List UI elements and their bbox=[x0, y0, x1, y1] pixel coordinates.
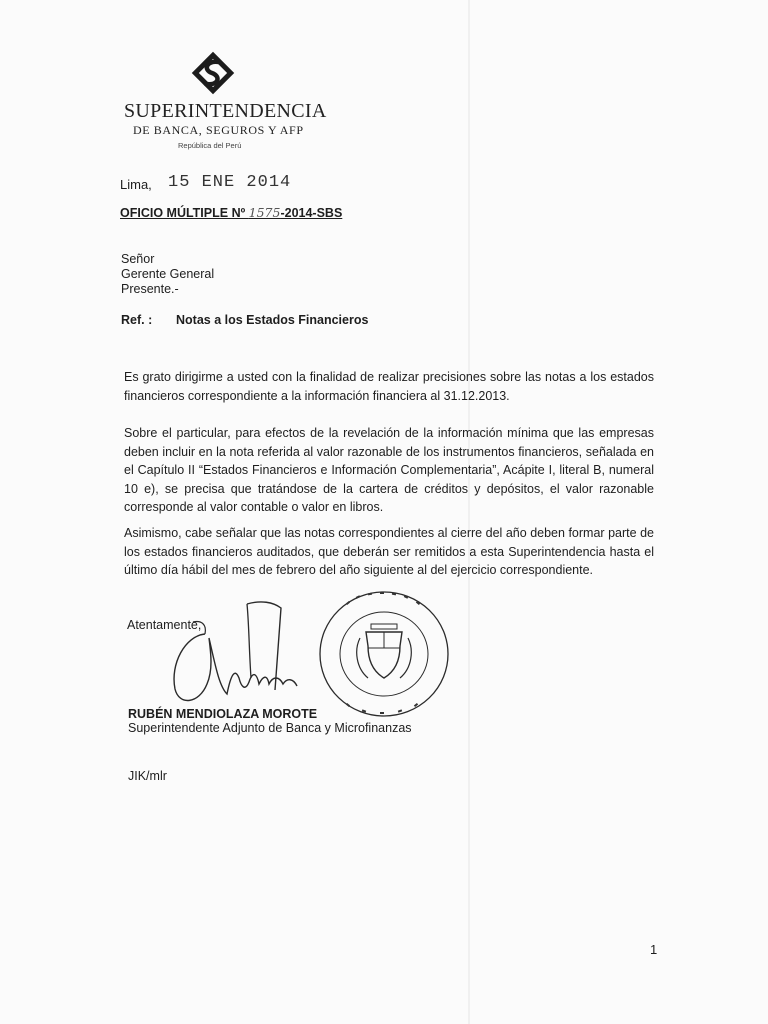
reference-label: Ref. : bbox=[121, 313, 153, 327]
org-name: SUPERINTENDENCIA bbox=[124, 100, 327, 122]
stamped-date: 15 ENE 2014 bbox=[168, 173, 292, 192]
addressee-line-1: Señor bbox=[121, 252, 155, 266]
signer-name: RUBÉN MENDIOLAZA MOROTE bbox=[128, 707, 318, 721]
body-paragraph-3: Asimismo, cabe señalar que las notas correspondientes al cierre del año deben formar parte de los estados financieros auditados, que deberán ser remitidos a esta Superintendencia hasta el último día hábil del mes de febrero del año siguiente al del ejercicio correspondiente. bbox=[124, 526, 654, 577]
official-seal bbox=[316, 588, 452, 720]
date-city: Lima, bbox=[120, 177, 152, 192]
page-number: 1 bbox=[650, 942, 658, 957]
handwritten-signature bbox=[165, 594, 305, 712]
oficio-number bbox=[120, 205, 342, 220]
reference-text: Notas a los Estados Financieros bbox=[176, 313, 369, 327]
org-subtitle: DE BANCA, SEGUROS Y AFP bbox=[133, 123, 304, 137]
org-country: República del Perú bbox=[178, 141, 242, 150]
body-paragraph-2: Sobre el particular, para efectos de la revelación de la información mínima que las empresas deben incluir en la nota referida al valor razonable de los instrumentos financieros, señalada en el Capítulo II “Estados Financieros e Información Complementaria”, Acápite I, literal B, numeral 10 e), se precisa que tratándose de la cartera de créditos y depósitos, el valor razonable corresponde al valor contable o valor en libros. bbox=[124, 426, 654, 514]
closing-salutation: Atentamente, bbox=[127, 618, 202, 632]
signer-title: Superintendente Adjunto de Banca y Microfinanzas bbox=[128, 721, 412, 735]
body-paragraph-1: Es grato dirigirme a usted con la finalidad de realizar precisiones sobre las notas a los estados financieros correspondiente a la información financiera al 31.12.2013. bbox=[124, 370, 654, 403]
reference-initials: JIK/mlr bbox=[128, 769, 167, 783]
addressee-line-2: Gerente General bbox=[121, 267, 215, 281]
oficio-handwritten-number: 1575 bbox=[248, 205, 281, 220]
oficio-suffix: -2014-SBS bbox=[280, 206, 343, 220]
addressee-line-3: Presente.- bbox=[121, 282, 179, 296]
sbs-logo-icon bbox=[186, 46, 240, 100]
oficio-prefix: OFICIO MÚLTIPLE Nº bbox=[120, 206, 249, 220]
